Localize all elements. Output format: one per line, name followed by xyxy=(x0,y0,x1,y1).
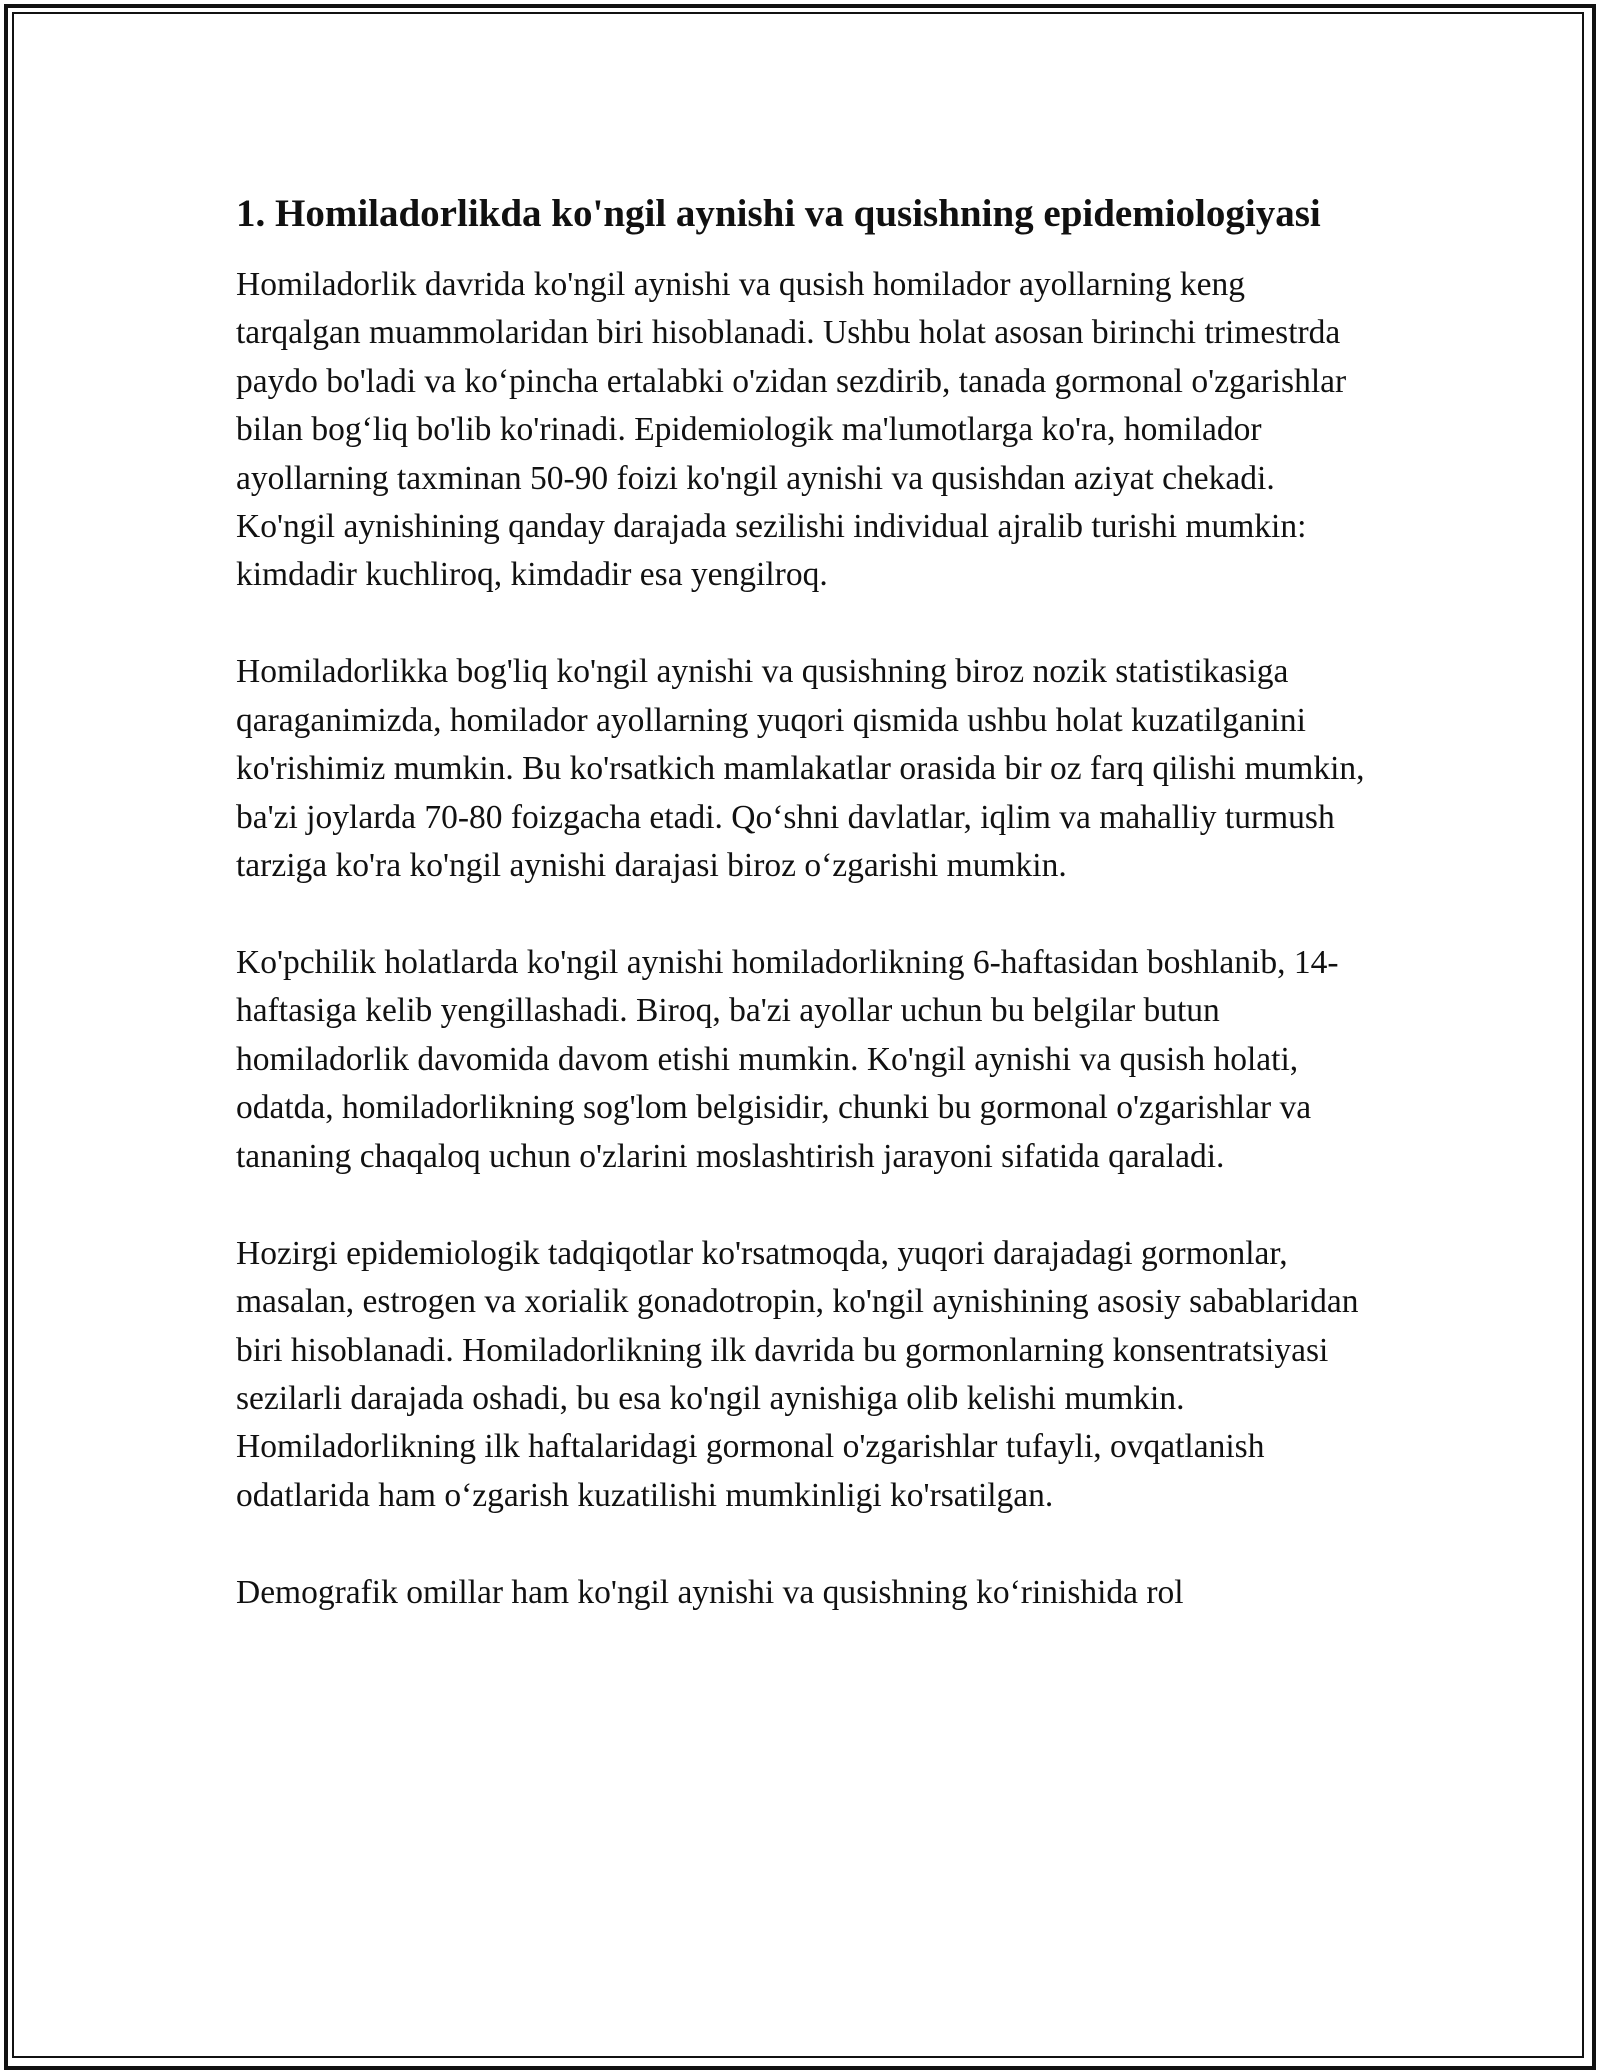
document-body xyxy=(236,186,1376,1666)
paragraph-2: Homiladorlikka bog'liq ko'ngil aynishi va qusishning biroz nozik statistikasiga qaraganimizda, homilador ayollarning yuqori qismida ushbu holat kuzatilganini ko'rishimiz mumkin. Bu ko'rsatkich mamlakatlar orasida bir oz farq qilishi mumkin, ba'zi joylarda 70-80 foizgacha etadi. Qo‘shni davlatlar, iqlim va mahalliy turmush tarziga ko'ra ko'ngil aynishi darajasi biroz o‘zgarishi mumkin. xyxy=(236,653,1365,885)
section-heading: 1. Homiladorlikda ko'ngil aynishi va qusishning epidemiologiyasi xyxy=(236,192,1321,235)
paragraph-5: Demografik omillar ham ko'ngil aynishi va qusishning ko‘rinishida rol xyxy=(236,1573,1184,1611)
paragraph-3: Ko'pchilik holatlarda ko'ngil aynishi homiladorlikning 6-haftasidan boshlanib, 14-haftasiga kelib yengillashadi. Biroq, ba'zi ayollar uchun bu belgilar butun homiladorlik davomida davom etishi mumkin. Ko'ngil aynishi va qusish holati, odatda, homiladorlikning sog'lom belgisidir, chunki bu gormonal o'zgarishlar va tananing chaqaloq uchun o'zlarini moslashtirish jarayoni sifatida qaraladi. xyxy=(236,944,1339,1175)
paragraph-4: Hozirgi epidemiologik tadqiqotlar ko'rsatmoqda, yuqori darajadagi gormonlar, masalan, estrogen va xorialik gonadotropin, ko'ngil aynishining asosiy sabablaridan biri hisoblanadi. Homiladorlikning ilk davrida bu gormonlarning konsentratsiyasi sezilarli darajada oshadi, bu esa ko'ngil aynishiga olib kelishi mumkin. Homiladorlikning ilk haftalaridagi gormonal o'zgarishlar tufayli, ovqatlanish odatlarida ham o‘zgarish kuzatilishi mumkinligi ko'rsatilgan. xyxy=(236,1234,1359,1514)
paragraph-1: Homiladorlik davrida ko'ngil aynishi va qusish homilador ayollarning keng tarqalgan muammolaridan biri hisoblanadi. Ushbu holat asosan birinchi trimestrda paydo bo'ladi va ko‘pincha ertalabki o'zidan sezdirib, tanada gormonal o'zgarishlar bilan bog‘liq bo'lib ko'rinadi. Epidemiologik ma'lumotlarga ko'ra, homilador ayollarning taxminan 50-90 foizi ko'ngil aynishi va qusishdan aziyat chekadi. Ko'ngil aynishining qanday darajada sezilishi individual ajralib turishi mumkin: kimdadir kuchliroq, kimdadir esa yengilroq. xyxy=(236,266,1347,594)
